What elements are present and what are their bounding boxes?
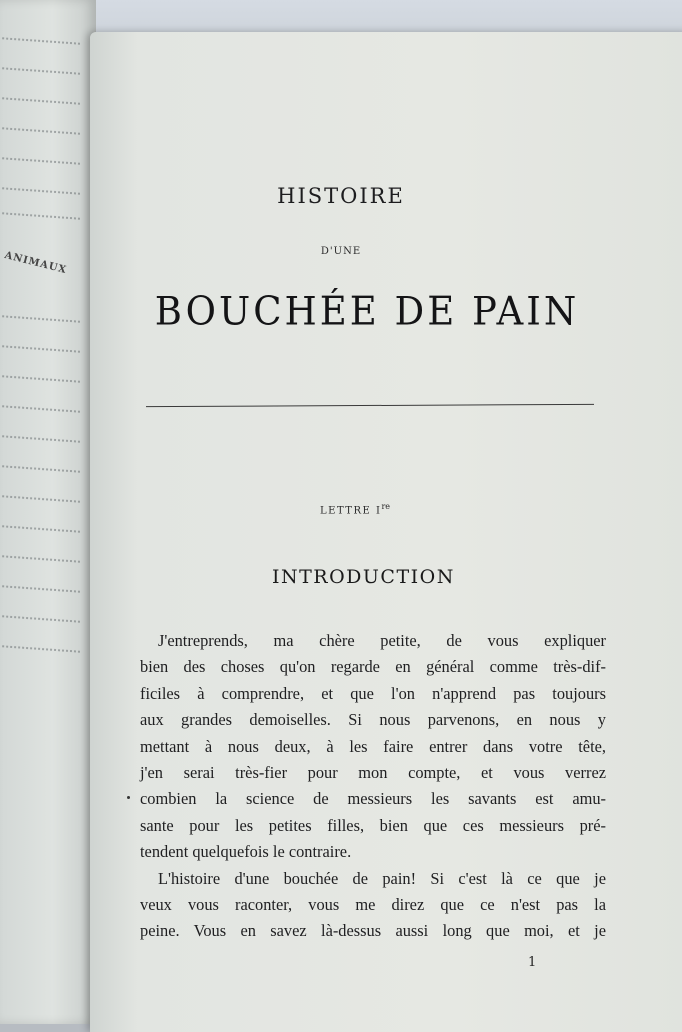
left-page [0, 0, 96, 1024]
title-histoire: HISTOIRE [277, 184, 405, 208]
text-line: J'entreprends, ma chère petite, de vous expliquer [158, 631, 606, 650]
letter-label [320, 502, 390, 516]
dotted-leader [2, 67, 80, 76]
text-line: ficiles à comprendre, et que l'on n'apprend pas toujours [140, 683, 606, 703]
title-dune: D'UNE [320, 246, 362, 257]
title-bouchee-de-pain: BOUCHÉE DE PAIN [154, 288, 580, 335]
dotted-leader [2, 645, 80, 654]
dotted-leader [2, 375, 80, 384]
left-page-label: ANIMAUX [3, 250, 68, 277]
text-line: j'en serai très-fier pour mon compte, et vous verrez [140, 763, 606, 783]
dotted-leader [2, 97, 80, 106]
section-title: INTRODUCTION [272, 566, 455, 588]
dotted-leader [2, 555, 80, 564]
text-line: tendent quelquefois le contraire. [140, 842, 352, 862]
text-line: combien la science de messieurs les savants est amu- [140, 789, 606, 809]
dotted-leader [2, 585, 80, 594]
text-line: aux grandes demoiselles. Si nous parvenons, en nous y [140, 710, 606, 730]
dotted-leader [2, 345, 80, 354]
dotted-leader [2, 495, 80, 504]
dotted-leader [2, 37, 80, 46]
dotted-leader [2, 435, 80, 444]
body-text [140, 628, 606, 945]
dotted-leader [2, 127, 80, 136]
text-line: L'histoire d'une bouchée de pain! Si c'est là ce que je [158, 868, 606, 888]
dotted-leader [2, 615, 80, 624]
ink-mark [127, 796, 130, 799]
dotted-leader [2, 157, 80, 166]
text-line: veux vous raconter, vous me direz que ce n'est pas la [140, 895, 606, 915]
letter-word: LETTRE [320, 505, 372, 517]
text-line: sante pour les petites filles, bien que ces messieurs pré- [140, 815, 606, 835]
dotted-leader [2, 465, 80, 474]
text-line: mettant à nous deux, à les faire entrer dans votre tête, [140, 736, 606, 756]
text-line: peine. Vous en savez là-dessus aussi long que moi, et je [140, 921, 606, 941]
page-number: 1 [528, 955, 537, 970]
dotted-leader [2, 212, 80, 221]
text-line: bien des choses qu'on regarde en général comme très-dif- [140, 657, 606, 677]
letter-numeral: I [375, 505, 382, 517]
dotted-leader [2, 405, 80, 414]
dotted-leader [2, 525, 80, 534]
letter-superscript: re [381, 502, 390, 511]
